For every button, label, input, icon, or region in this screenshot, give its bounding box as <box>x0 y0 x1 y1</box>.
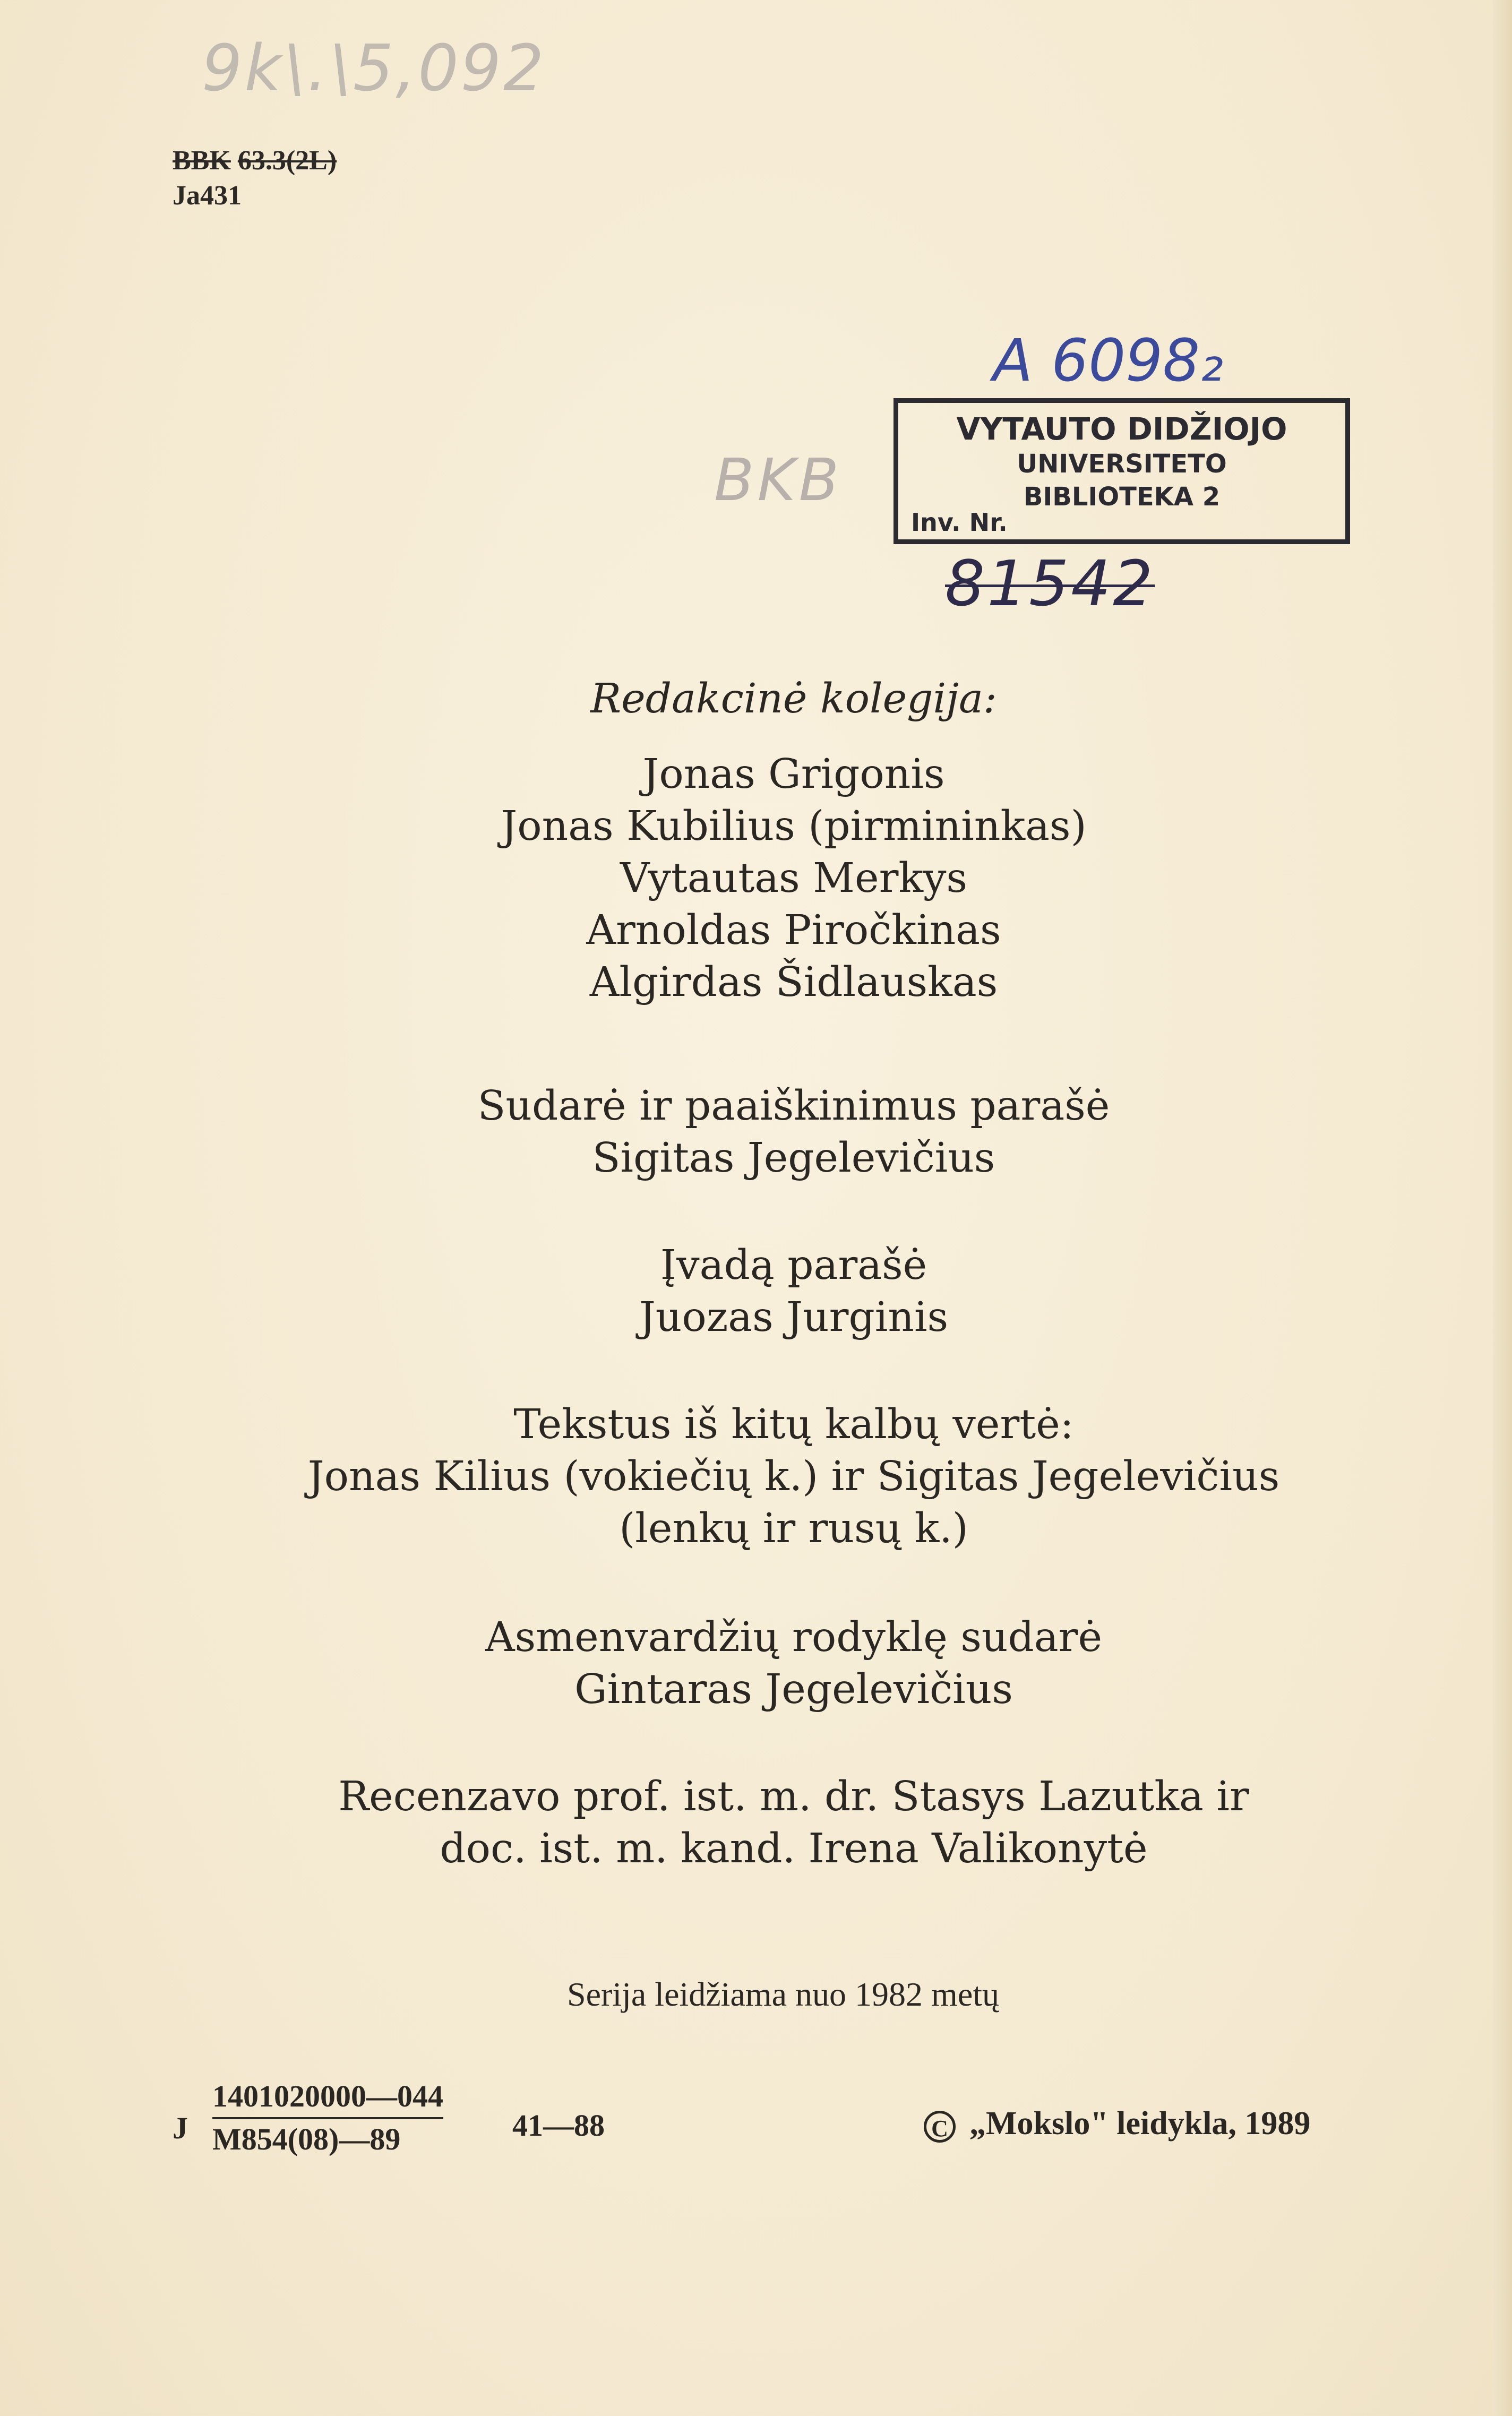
stamp-line-1: VYTAUTO DIDŽIOJO <box>956 411 1287 447</box>
stamp-line-3: BIBLIOTEKA 2 <box>1023 482 1221 512</box>
imprint-letter: J <box>173 2111 188 2145</box>
imprint-pages: 41—88 <box>512 2108 605 2143</box>
board-heading: Redakcinė kolegija: <box>590 675 997 723</box>
reviewers-credit <box>0 1771 1512 1875</box>
editorial-board <box>0 673 1512 1009</box>
author-mark: Ja431 <box>173 180 242 211</box>
copyright-line <box>924 2105 1310 2143</box>
board-member: Vytautas Merkys <box>620 855 968 902</box>
compiler-name: Sigitas Jegelevičius <box>592 1134 995 1182</box>
board-member: Jonas Grigonis <box>642 751 945 798</box>
series-note: Serija leidžiama nuo 1982 metų <box>567 1975 999 2013</box>
inventory-number: 81542 <box>945 547 1155 620</box>
introduction-author: Juozas Jurginis <box>639 1294 949 1341</box>
board-member: Jonas Kubilius (pirmininkas) <box>501 803 1087 850</box>
board-member: Algirdas Šidlauskas <box>589 959 998 1006</box>
bbk-label: BBK <box>173 145 231 176</box>
introduction-credit <box>0 1240 1512 1344</box>
board-member: Arnoldas Piročkinas <box>586 907 1001 954</box>
page-edge <box>1493 0 1512 2416</box>
accession-number: A 6098₂ <box>993 326 1224 394</box>
reviewers-line-1: Recenzavo prof. ist. m. dr. Stasys Lazutka ir <box>338 1773 1249 1820</box>
imprint-denominator: M854(08)—89 <box>212 2122 401 2156</box>
index-role: Asmenvardžių rodyklę sudarė <box>485 1614 1103 1661</box>
copyright-icon: C <box>924 2111 956 2143</box>
stamp-line-4: Inv. Nr. <box>911 508 1008 537</box>
pencil-shelfmark: 9k\.\5,092 <box>202 32 546 106</box>
reviewers-line-2: doc. ist. m. kand. Irena Valikonytė <box>440 1825 1148 1872</box>
translation-role: Tekstus iš kitų kalbų vertė: <box>513 1401 1074 1448</box>
stamp-line-2: UNIVERSITETO <box>1017 449 1227 479</box>
imprint-numerator: 1401020000—044 <box>212 2078 443 2119</box>
introduction-role: Įvadą parašė <box>660 1242 927 1289</box>
translation-credit <box>0 1399 1512 1555</box>
compiler-role: Sudarė ir paaiškinimus parašė <box>477 1082 1110 1130</box>
imprint-fraction <box>212 2078 443 2157</box>
translation-names: Jonas Kilius (vokiečių k.) ir Sigitas Jegelevičius <box>307 1453 1280 1500</box>
copyright-text: „Mokslo" leidykla, 1989 <box>969 2105 1311 2142</box>
bbk-code: 63.3(2L) <box>237 145 337 176</box>
translation-languages: (lenkų ir rusų k.) <box>619 1505 968 1552</box>
index-author: Gintaras Jegelevičius <box>574 1666 1013 1713</box>
compiler-credit <box>0 1080 1512 1184</box>
index-credit <box>0 1612 1512 1716</box>
pencil-bkb: BKB <box>714 446 843 514</box>
